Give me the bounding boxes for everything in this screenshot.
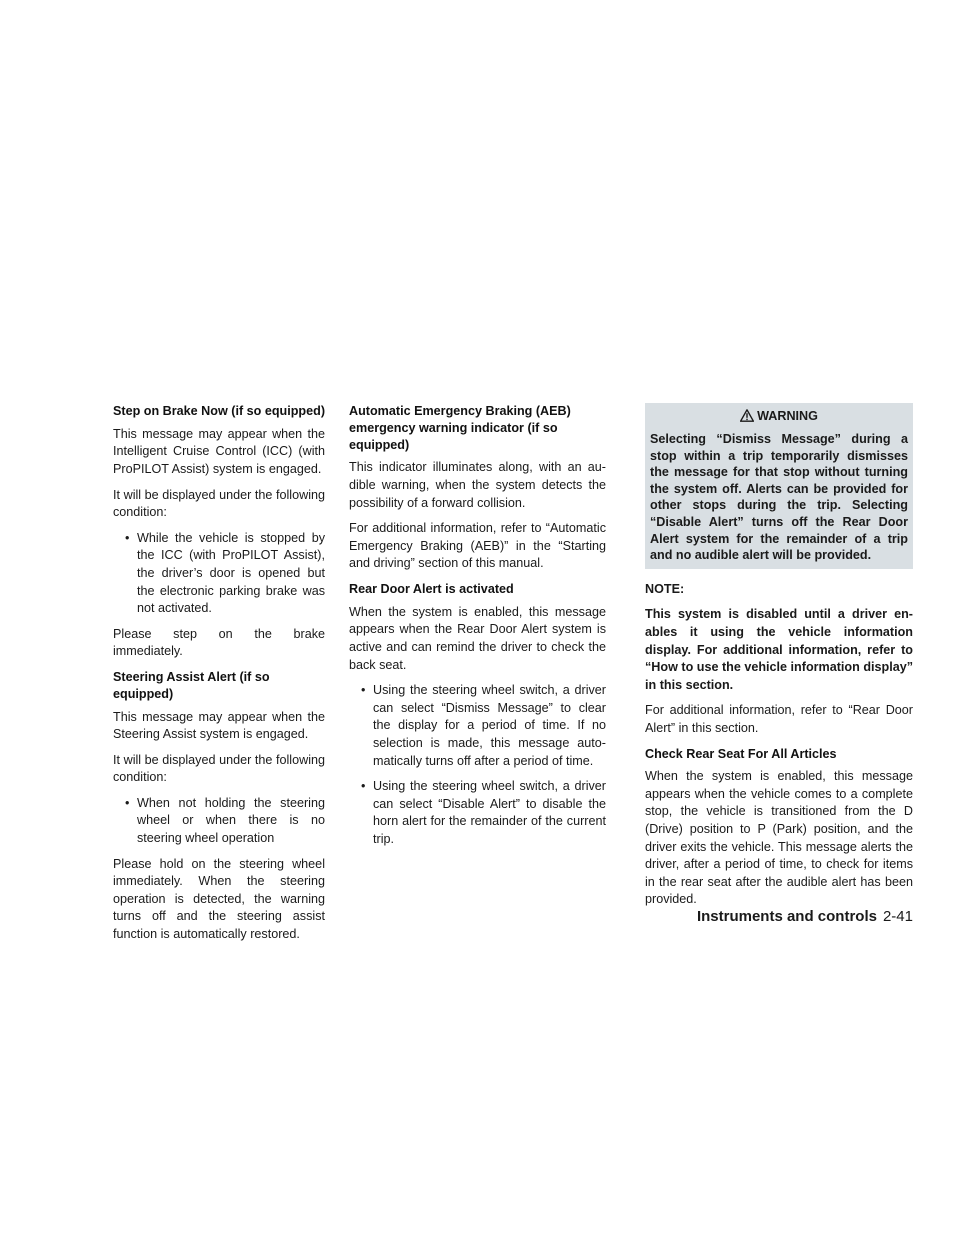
heading-aeb-indicator: Automatic Emergency Braking (AEB) emergency warning indicator (if so equipped) xyxy=(349,404,571,452)
paragraph: It will be displayed under the following condition: xyxy=(113,487,325,520)
heading-step-on-brake: Step on Brake Now (if so equipped) xyxy=(113,404,326,418)
column-left xyxy=(113,403,325,952)
paragraph: This message may appear when the Intelligent Cruise Control (ICC) (with ProPILOT Assist) system is engaged. xyxy=(113,426,325,476)
note-body: This system is disabled until a driver enables it using the vehicle information display. For additional information, refer to “How to use the vehicle information display” in this section. xyxy=(645,607,914,692)
warning-body: Selecting “Dismiss Message” during a stop within a trip temporarily dismisses the message for that stop without turning the system off. Alerts can be provided for other stops during the trip. Selecting “Disable Alert” turns off the Rear Door Alert system for the remainder of a trip and no audible alert will be provided. xyxy=(650,432,908,563)
heading-check-rear-seat: Check Rear Seat For All Articles xyxy=(645,746,837,761)
paragraph: This message may appear when the Steering Assist system is engaged. xyxy=(113,709,325,742)
list-item-text: When not holding the steering wheel or when there is no steering wheel operation xyxy=(137,795,325,846)
bullet-mark: • xyxy=(361,779,366,794)
list-item xyxy=(349,682,606,770)
paragraph: When the system is enabled, this message appears when the vehicle comes to a complete stop, the vehicle is transitioned from the D (Drive) position to P (Park) position, and the driver exits the vehicle. This message alerts the driver, after a period of time, to check for items in the rear seat after the audible alert has been provided. xyxy=(645,769,913,907)
warning-box xyxy=(645,403,913,569)
list-item-text: While the vehicle is stopped by the ICC (with ProPILOT Assist), the driver’s door is opened but the electronic parking brake was not activated. xyxy=(137,530,325,616)
bullet-mark: • xyxy=(125,530,130,545)
warning-title xyxy=(650,407,908,425)
list-item xyxy=(349,778,606,848)
column-right xyxy=(645,403,913,917)
list-item xyxy=(113,530,325,618)
bullet-mark: • xyxy=(125,795,130,810)
paragraph: For additional information, refer to “Automatic Emergency Braking (AEB)” in the “Starting and driving” section of this manual. xyxy=(349,521,606,571)
paragraph: Please step on the brake immediately. xyxy=(113,626,325,659)
heading-rear-door-alert: Rear Door Alert is activated xyxy=(349,581,514,596)
footer-section-title: Instruments and controls xyxy=(696,908,877,925)
page-number: 2-41 xyxy=(882,908,913,925)
paragraph: When the system is enabled, this message appears when the Rear Door Alert system is active and can remind the driver to check the back seat. xyxy=(349,604,606,672)
bullet-list xyxy=(113,530,325,618)
list-item-text: Using the steering wheel switch, a driver can select “Dismiss Message” to clear the display for a period of time. If no selection is made, this message automatically turns off after a period of time. xyxy=(373,683,606,768)
note-label: NOTE: xyxy=(645,581,685,596)
warning-title-text: WARNING xyxy=(757,409,818,423)
bullet-list xyxy=(113,795,325,848)
column-middle xyxy=(349,403,606,856)
paragraph: It will be displayed under the following condition: xyxy=(113,752,325,785)
paragraph: This indicator illuminates along, with an audible warning, when the system detects the possibility of a forward collision. xyxy=(349,460,606,510)
warning-triangle-icon xyxy=(740,409,754,422)
list-item xyxy=(113,795,325,848)
page-footer xyxy=(697,907,913,927)
heading-steering-assist-alert: Steering Assist Alert (if so equipped) xyxy=(113,669,270,701)
bullet-mark: • xyxy=(361,683,366,698)
paragraph: Please hold on the steering wheel immediately. When the steering operation is detected, the warning turns off and the steering assist function is automatically restored. xyxy=(113,856,325,942)
list-item-text: Using the steering wheel switch, a driver can select “Disable Alert” to disable the horn alert for the remainder of the current trip. xyxy=(373,779,606,846)
paragraph: For additional information, refer to “Rear Door Alert” in this section. xyxy=(645,703,913,735)
bullet-list xyxy=(349,682,606,848)
